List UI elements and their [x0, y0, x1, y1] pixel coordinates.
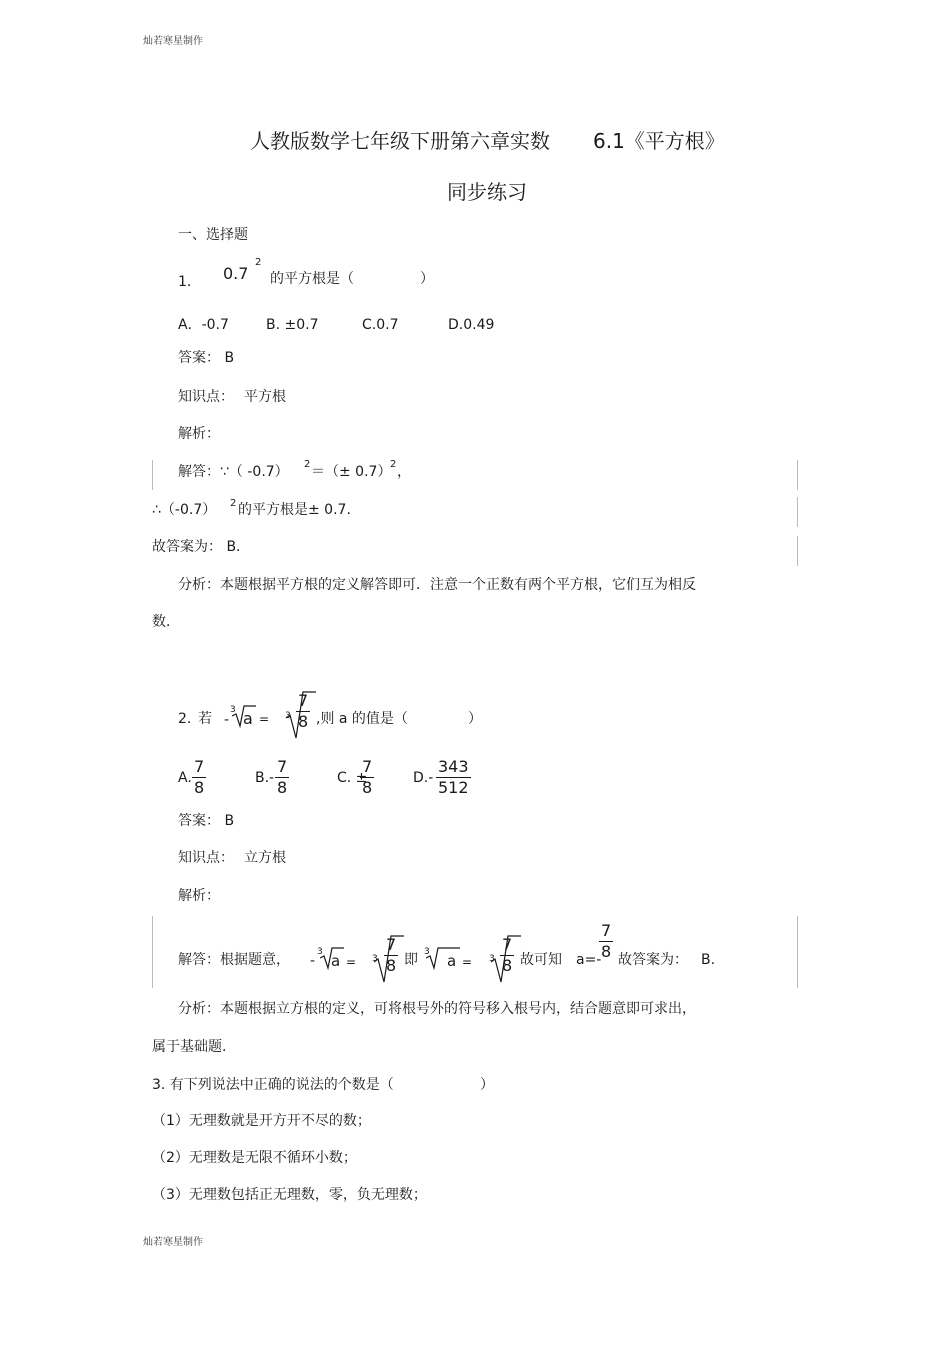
- q2-fraction-num: 7: [298, 691, 309, 710]
- frac-den: 8: [386, 956, 397, 975]
- q2-var: a: [243, 709, 253, 728]
- q2-number: 2.: [178, 711, 192, 727]
- q2-sol-aeq: a=-: [576, 952, 602, 968]
- q1-fenxi: 分析：本题根据平方根的定义解答即可．注意一个正数有两个平方根，它们互为相反: [178, 577, 696, 593]
- q1-solution-line2b: 的平方根是± 0.7.: [238, 502, 351, 518]
- page-title-left: 人教版数学七年级下册第六章实数: [250, 129, 550, 153]
- q1-sol-border-left: [152, 460, 153, 490]
- q1-stem: 的平方根是（: [270, 271, 354, 287]
- q1-number: 1.: [178, 274, 192, 290]
- q1-sol-border-right: [797, 460, 798, 490]
- q2-analysis-label: 解析：: [178, 888, 220, 904]
- q2-ruo: 若: [198, 711, 212, 727]
- q2-solution-prefix: 解答：根据题意，: [178, 952, 290, 968]
- q3-stem: 3. 有下列说法中正确的说法的个数是（: [152, 1077, 394, 1093]
- q2-neg: -: [224, 712, 230, 728]
- q1-base: 0.7: [223, 264, 249, 283]
- q1-solution-exp2: 2: [390, 459, 397, 470]
- q1-option-b: B. ±0.7: [266, 317, 319, 333]
- q1-solution-end: ，: [397, 464, 411, 480]
- q2-fenxi-cont: 属于基础题.: [152, 1039, 227, 1055]
- q2-sol-eq2: =: [462, 955, 473, 969]
- q1-solution-exp1: 2: [304, 459, 311, 470]
- footer-watermark: 灿若寒星制作: [143, 1237, 203, 1248]
- frac-num: 7: [194, 757, 205, 776]
- q1-option-a: A．-0.7: [178, 317, 229, 333]
- page-subtitle: 同步练习: [447, 180, 527, 204]
- q2-fraction: [296, 693, 310, 730]
- q2-root-index: 3: [230, 705, 236, 715]
- frac-den: 8: [277, 778, 288, 797]
- q1-exponent: 2: [255, 257, 262, 268]
- q2-option-c-frac: [360, 759, 374, 796]
- q2-sol-var1: a: [331, 952, 341, 970]
- frac-num: 7: [362, 757, 373, 776]
- q3-item-1: （1）无理数就是开方开不尽的数；: [152, 1113, 371, 1129]
- q2-sol-frac2: [500, 937, 514, 974]
- q1-knowledge-label: 知识点：: [178, 389, 234, 405]
- q3-item-2: （2）无理数是无限不循环小数；: [152, 1150, 357, 1166]
- q2-sol-frac3: [599, 923, 613, 960]
- q2-fenxi: 分析：本题根据立方根的定义，可将根号外的符号移入根号内，结合题意即可求出，: [178, 1001, 696, 1017]
- q2-answer: 答案： B: [178, 813, 235, 829]
- q1-solution-mid: ＝（± 0.7）: [311, 464, 392, 480]
- q2-sol-eq1: =: [346, 955, 357, 969]
- q1-option-d: D.0.49: [448, 317, 495, 333]
- header-watermark: 灿若寒星制作: [143, 36, 203, 47]
- q2-eq: =: [259, 712, 270, 726]
- frac-den: 8: [194, 778, 205, 797]
- q2-knowledge-label: 知识点：: [178, 850, 234, 866]
- q2-sol-frac1: [384, 937, 398, 974]
- q2-sol-kezhi: 故可知: [520, 952, 562, 968]
- q1-paren-close: ）: [420, 271, 434, 287]
- frac-num: 7: [277, 757, 288, 776]
- q2-stem: ,则 a 的值是（: [316, 711, 408, 727]
- frac-den: 8: [502, 956, 513, 975]
- frac-num: 7: [386, 935, 397, 954]
- q2-option-a-frac: [192, 759, 206, 796]
- q3-item-3: （3）无理数包括正无理数，零，负无理数；: [152, 1187, 427, 1203]
- q1-option-c: C.0.7: [362, 317, 399, 333]
- q2-sol-neg: -: [310, 953, 316, 969]
- q2-option-d: D.-: [413, 770, 434, 786]
- q1-solution-line3: 故答案为： B．: [152, 539, 251, 555]
- q2-sol-idx2: 3: [372, 954, 378, 964]
- q1-solution-line2a: ∴（-0.7）: [152, 502, 217, 518]
- q2-sol-ji: 即: [404, 952, 418, 968]
- q1-answer: 答案： B: [178, 350, 235, 366]
- q1-sol3-border-right: [797, 536, 798, 566]
- frac-den: 512: [438, 778, 469, 797]
- q2-option-d-frac: [436, 759, 471, 796]
- q2-sol-end: 故答案为：: [618, 952, 688, 968]
- q2-sol-var2: a: [447, 952, 457, 970]
- frac-num: 7: [601, 921, 612, 940]
- frac-den: 8: [362, 778, 373, 797]
- q2-sol-idx4: 3: [489, 954, 495, 964]
- q2-fraction-den: 8: [298, 712, 309, 731]
- q2-sol-idx1: 3: [317, 947, 323, 957]
- frac-num: 343: [438, 757, 469, 776]
- q1-fenxi-cont: 数．: [152, 614, 180, 630]
- q3-paren-close: ）: [480, 1077, 494, 1093]
- q2-sol-ans: B.: [701, 952, 716, 968]
- q2-root-index-2: 3: [285, 711, 291, 721]
- section-heading: 一、选择题: [178, 227, 248, 243]
- q1-solution-prefix: 解答：∵（ -0.7）: [178, 464, 289, 480]
- q2-sol-border-right: [797, 916, 798, 988]
- q2-option-b: B.-: [255, 770, 275, 786]
- frac-den: 8: [601, 942, 612, 961]
- q1-sol2-border-right: [797, 497, 798, 527]
- q1-analysis-label: 解析：: [178, 426, 220, 442]
- q2-option-a: A.: [178, 770, 192, 786]
- q2-option-b-frac: [275, 759, 289, 796]
- q1-solution-line2-exp: 2: [230, 498, 237, 509]
- page-title-right: 6.1《平方根》: [593, 129, 725, 153]
- q1-knowledge: 平方根: [244, 389, 286, 405]
- q2-sol-idx3: 3: [424, 947, 430, 957]
- q2-knowledge: 立方根: [244, 850, 286, 866]
- frac-num: 7: [502, 935, 513, 954]
- q2-paren-close: ）: [468, 711, 482, 727]
- q2-sol-border-left: [152, 916, 153, 988]
- q2-option-c: C. ±: [337, 770, 368, 786]
